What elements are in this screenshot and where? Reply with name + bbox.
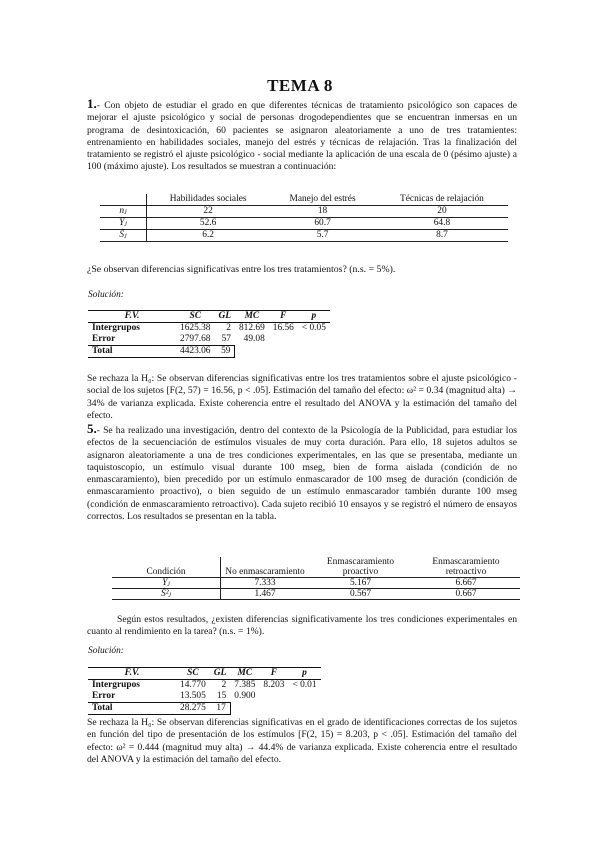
problem-1-text: - Con objeto de estudiar el grado en que diferentes técnicas de tratamiento psicológico son capaces de mejorar el ajuste psicológico y social de personas drogodependientes que se encuentran inmersas en un programa de desintoxicación, 60 pacientes se asignaron aleatoriamente a uno de tres tratamientes: entrenamiento en habilidades sociales, manejo del estrés y técnicas de relajación. Tras la finalización del tratamiento se registró el ajuste psicológico - social mediante la aplicación de una escala de 0 (pésimo ajuste) a 100 (máximo ajuste). Los resultados se muestran a continuación:	[87, 100, 517, 173]
question-5: Según estos resultados, ¿existen diferencias significativamente los tres condiciones experimentales en cuanto al rendimiento en la tarea? (n.s. = 1%).	[87, 614, 517, 638]
t1-row-sd: Ŝⱼ 6.2 5.7 8.7	[100, 230, 508, 242]
anova1-row-error: Error 2797.68 57 49.08	[92, 334, 265, 345]
t1-row-mean: Ȳⱼ 52.6 60.7 64.8	[100, 218, 508, 230]
problem-1-number: 1.	[87, 96, 97, 111]
page-title: TEMA 8	[267, 76, 333, 95]
anova2-row-inter: Intergrupos 14.770 2 7.385 8.203 < 0.01	[92, 680, 317, 690]
question-1: ¿Se observan diferencias significativas entre los tres tratamientos? (n.s. = 5%).	[87, 264, 396, 275]
t2-row-mean: Ȳⱼ 7.333 5.167 6.667	[112, 578, 520, 589]
conclusion-1: Se rechaza la H₀: Se observan diferencias significativas entre los tres tratamientos sobre el ajuste psicológico - social de los sujetos [F(2, 57) = 16.56, p < .05]. Estimación del tamaño del efecto: ω² = 0.34 (magnitud alta) → 34% de varianza explicada. Existe coherencia entre el resultado del ANOVA y la estimación del tamaño del efecto.	[87, 373, 517, 421]
anova-table-2: F.V. SC GL MC F p Intergrupos 14.770 2 7.385 8.203 < 0.01 Error 13.505 15 0.900 Total 28.275 17	[88, 667, 321, 715]
descriptives-table-2: Condición No enmascaramiento Enmascaramiento proactivo Enmascaramiento retroactivo Ȳⱼ 7.333 5.167 6.667 Ŝ²ⱼ 1.467 0.567 0.667	[112, 557, 520, 600]
descriptives-table-1	[100, 194, 508, 242]
problem-5-text: - Se ha realizado una investigación, dentro del contexto de la Psicología de la Publicidad, para estudiar los efectos de la secuenciación de estímulos visuales de muy corta duración. Para ello, 18 sujetos adultos se asignaron aleatoriamente a una de tres condiciones experimentales, en las que se presentaba, mediante un taquistoscopio, un estímulo visual durante 100 mseg, bien de forma aislada (condición de no enmascaramiento), bien precedido por un estímulo enmascarador de 100 mseg de duración (condición de enmascaramiento proactivo), o bien seguido de un estímulo enmascarador también durante 100 mseg (condición de enmascaramiento retroactivo). Cada sujeto recibió 10 ensayos y se registró el número de ensayos correctos. Los resultados se presentan en la tabla.	[87, 425, 517, 523]
t1-header-1: Habilidades sociales	[169, 194, 247, 204]
problem-5-statement	[87, 423, 517, 523]
anova-table-1: F.V. SC GL MC F p Intergrupos 1625.38 2 812.69 16.56 < 0.05 Error 2797.68 57 49.08 Total 4423.06 59	[88, 310, 330, 358]
solution-label-5: Solución:	[88, 646, 124, 656]
conclusion-5: Se rechaza la H₀: Se observan diferencias significativas en el grado de identificaciones correctas de los sujetos en función del tipo de presentación de los estímulos [F(2, 15) = 8.203, p < .05]. Estimación del tamaño del efecto: ω² = 0.444 (magnitud muy alta) → 44.4% de varianza explicada. Existe coherencia entre el resultado del ANOVA y la estimación del tamaño del efecto.	[87, 717, 517, 765]
t1-header-2: Manejo del estrés	[289, 194, 356, 204]
problem-5-number: 5.	[87, 421, 97, 436]
anova1-row-inter: Intergrupos 1625.38 2 812.69 16.56 < 0.05	[92, 323, 326, 333]
anova2-row-error: Error 13.505 15 0.900	[92, 691, 256, 702]
t1-row-n: nⱼ 22 18 20	[100, 206, 508, 218]
anova1-row-total: Total 4423.06 59	[88, 346, 330, 358]
solution-label-1: Solución:	[88, 290, 124, 300]
problem-1-statement	[87, 98, 517, 174]
t1-header-3: Técnicas de relajación	[400, 194, 484, 204]
t2-row-var: Ŝ²ⱼ 1.467 0.567 0.667	[112, 589, 520, 600]
anova2-row-total: Total 28.275 17	[88, 703, 321, 715]
